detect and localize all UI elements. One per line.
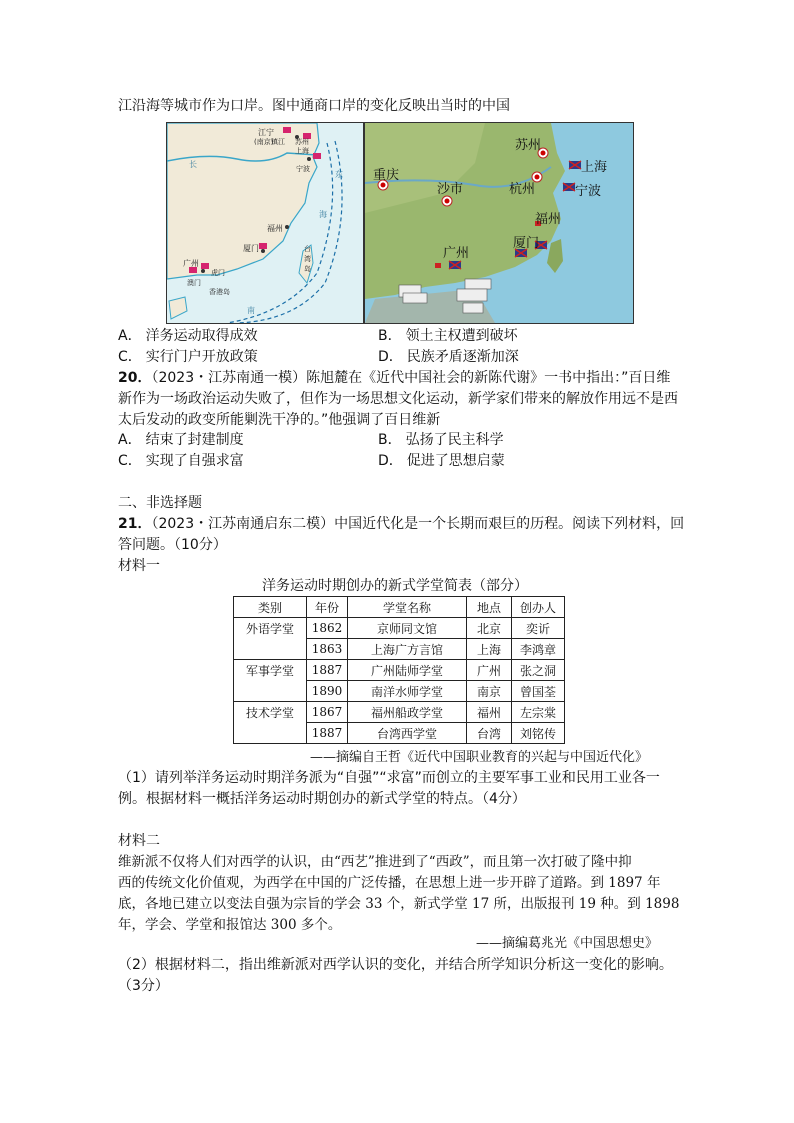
table-cell: 1890 xyxy=(307,681,348,702)
q19-stem-tail: 江沿海等城市作为口岸。图中通商口岸的变化反映出当时的中国 xyxy=(118,98,510,114)
table-cell: 北京 xyxy=(467,618,512,639)
label-hongkong: 香港岛 xyxy=(209,288,230,296)
q21-line-2: 答问题。（10分） xyxy=(118,537,227,553)
label-chongqing: 重庆 xyxy=(373,168,400,183)
table-row xyxy=(234,723,565,744)
table-cell: 福州 xyxy=(467,702,512,723)
table-cell: 1867 xyxy=(307,702,348,723)
table-cell: 京师同文馆 xyxy=(348,618,467,639)
material-2-label: 材料二 xyxy=(118,833,160,849)
q19-option-b: B． 领土主权遭到破坏 xyxy=(378,328,518,344)
table-header: 地点 xyxy=(467,597,512,618)
table-cell: 上海广方言馆 xyxy=(348,639,467,660)
q20-option-c: C． 实现了自强求富 xyxy=(118,453,244,469)
material-2-line-1: 维新派不仅将人们对西学的认识，由“西艺”推进到了“西政”，而且第一次打破了隆中抑 xyxy=(118,854,632,870)
table-cell: 1863 xyxy=(307,639,348,660)
table-cell: 刘铭传 xyxy=(512,723,565,744)
label-taiwan-2: 湾 xyxy=(304,255,311,263)
treaty-ports-map-later xyxy=(364,122,634,324)
table-cell: 奕䜣 xyxy=(512,618,565,639)
material-2-line-2: 西的传统文化价值观，为西学在中国的广泛传播，在思想上进一步开辟了道路。到 1897 年 xyxy=(118,875,661,891)
label-aomen: 澳门 xyxy=(187,279,201,287)
label-nan: 南 xyxy=(247,306,255,315)
table-header: 创办人 xyxy=(512,597,565,618)
table-row xyxy=(234,702,565,723)
flag-icon xyxy=(201,263,209,269)
table-cell: 台湾 xyxy=(467,723,512,744)
label-xiamen: 厦门 xyxy=(243,244,259,253)
flag-icon xyxy=(569,161,581,169)
q21-line-1: 21．（2023・江苏南通启东二模）中国近代化是一个长期而艰巨的历程。阅读下列材料，回 xyxy=(118,516,685,532)
label-taiwan-1: 台 xyxy=(304,245,311,253)
q20-line-2: 新作为一场政治运动失败了，但作为一场思想文化运动，新学家们带来的解放作用远不是西 xyxy=(118,391,678,407)
label-shanghai: 上海 xyxy=(581,160,608,175)
schools-table xyxy=(233,596,565,744)
section-heading: 二、非选择题 xyxy=(118,495,202,511)
label-xiamen: 厦门 xyxy=(513,236,540,251)
label-jiangning: 江宁 xyxy=(258,128,274,137)
table-cell: 1862 xyxy=(307,618,348,639)
label-ningbo: 宁波 xyxy=(296,165,310,173)
table-cell: 李鸿章 xyxy=(512,639,565,660)
table-cell: 1887 xyxy=(307,660,348,681)
source-1: ——摘编自王哲《近代中国职业教育的兴起与中国近代化》 xyxy=(310,750,649,765)
q20-option-d: D． 促进了思想启蒙 xyxy=(378,453,505,469)
table-header: 学堂名称 xyxy=(348,597,467,618)
table-header-row xyxy=(234,597,565,618)
flag-icon xyxy=(449,261,461,269)
table-cell: 南洋水师学堂 xyxy=(348,681,467,702)
source-2: ——摘编葛兆光《中国思想史》 xyxy=(476,936,659,951)
table-row xyxy=(234,660,565,681)
label-guangzhou: 广州 xyxy=(443,246,470,261)
label-shanghai: 上海 xyxy=(295,147,309,155)
label-fuzhou: 福州 xyxy=(535,212,562,227)
table-cell xyxy=(234,681,307,702)
label-hangzhou: 杭州 xyxy=(509,182,536,197)
table-cell: 台湾西学堂 xyxy=(348,723,467,744)
table-cell: 军事学堂 xyxy=(234,660,307,681)
table-title: 洋务运动时期创办的新式学堂简表（部分） xyxy=(262,578,528,594)
table-cell: 1887 xyxy=(307,723,348,744)
q21-sub2-line-1: （2）根据材料二，指出维新派对西学认识的变化，并结合所学知识分析这一变化的影响。 xyxy=(118,957,673,973)
flag-icon xyxy=(313,153,321,159)
table-cell: 福州船政学堂 xyxy=(348,702,467,723)
table-header: 类别 xyxy=(234,597,307,618)
label-fuzhou: 福州 xyxy=(267,224,283,233)
q21-sub2-line-2: （3分） xyxy=(118,978,169,994)
label-suzhou: 苏州 xyxy=(515,138,542,153)
label-zhenjiang: 镇江 xyxy=(271,138,285,146)
label-taiwan-3: 岛 xyxy=(304,265,311,273)
label-hai: 海 xyxy=(319,210,327,219)
label-guangzhou: 广州 xyxy=(183,259,199,268)
q19-option-a: A． 洋务运动取得成效 xyxy=(118,328,258,344)
table-cell: 技术学堂 xyxy=(234,702,307,723)
table-cell: 张之洞 xyxy=(512,660,565,681)
table-cell: 左宗棠 xyxy=(512,702,565,723)
q21-sub1-line-2: 例。根据材料一概括洋务运动时期创办的新式学堂的特点。（4分） xyxy=(118,791,526,807)
label-east-sea: 东 xyxy=(335,170,343,179)
table-row xyxy=(234,681,565,702)
material-2-line-3: 底，各地已建立以变法自强为宗旨的学会 33 个，新式学堂 17 所，出版报刊 19 种。到 1898 xyxy=(118,896,680,912)
table-cell: 曾国荃 xyxy=(512,681,565,702)
label-ningbo: 宁波 xyxy=(575,184,602,199)
flag-icon xyxy=(563,183,575,191)
label-changjiang: 长 xyxy=(189,160,197,169)
q20-line-1: 20．（2023・江苏南通一模）陈旭麓在《近代中国社会的新陈代谢》一书中指出：”百日维 xyxy=(118,370,671,386)
treaty-ports-map-1842 xyxy=(166,122,364,324)
table-cell: 南京 xyxy=(467,681,512,702)
table-row xyxy=(234,639,565,660)
flag-icon xyxy=(283,127,291,133)
label-shashi: 沙市 xyxy=(437,182,464,197)
material-1-label: 材料一 xyxy=(118,558,160,574)
q19-option-c: C． 实行门户开放政策 xyxy=(118,349,258,365)
q19-option-d: D． 民族矛盾逐渐加深 xyxy=(378,349,519,365)
table-cell: 上海 xyxy=(467,639,512,660)
material-2-line-4: 年，学会、学堂和报馆达 300 多个。 xyxy=(118,917,342,933)
table-cell: 广州 xyxy=(467,660,512,681)
table-cell xyxy=(234,723,307,744)
q20-line-3: 太后发动的政变所能剿洗干净的。”他强调了百日维新 xyxy=(118,412,441,428)
table-cell: 广州陆师学堂 xyxy=(348,660,467,681)
map-right-graphic xyxy=(365,123,633,323)
label-humen: 虎门 xyxy=(211,269,225,277)
label-suzhou: 苏州 xyxy=(295,138,309,146)
label-nanjing: (南京) xyxy=(254,138,274,146)
table-row xyxy=(234,618,565,639)
map-left-graphic xyxy=(167,123,363,323)
flag-icon xyxy=(259,243,267,249)
table-header: 年份 xyxy=(307,597,348,618)
table-cell xyxy=(234,639,307,660)
q20-option-a: A． 结束了封建制度 xyxy=(118,432,244,448)
q20-option-b: B． 弘扬了民主科学 xyxy=(378,432,504,448)
q21-sub1-line-1: （1）请列举洋务运动时期洋务派为“自强”“求富”而创立的主要军事工业和民用工业各一 xyxy=(118,770,660,786)
table-cell: 外语学堂 xyxy=(234,618,307,639)
